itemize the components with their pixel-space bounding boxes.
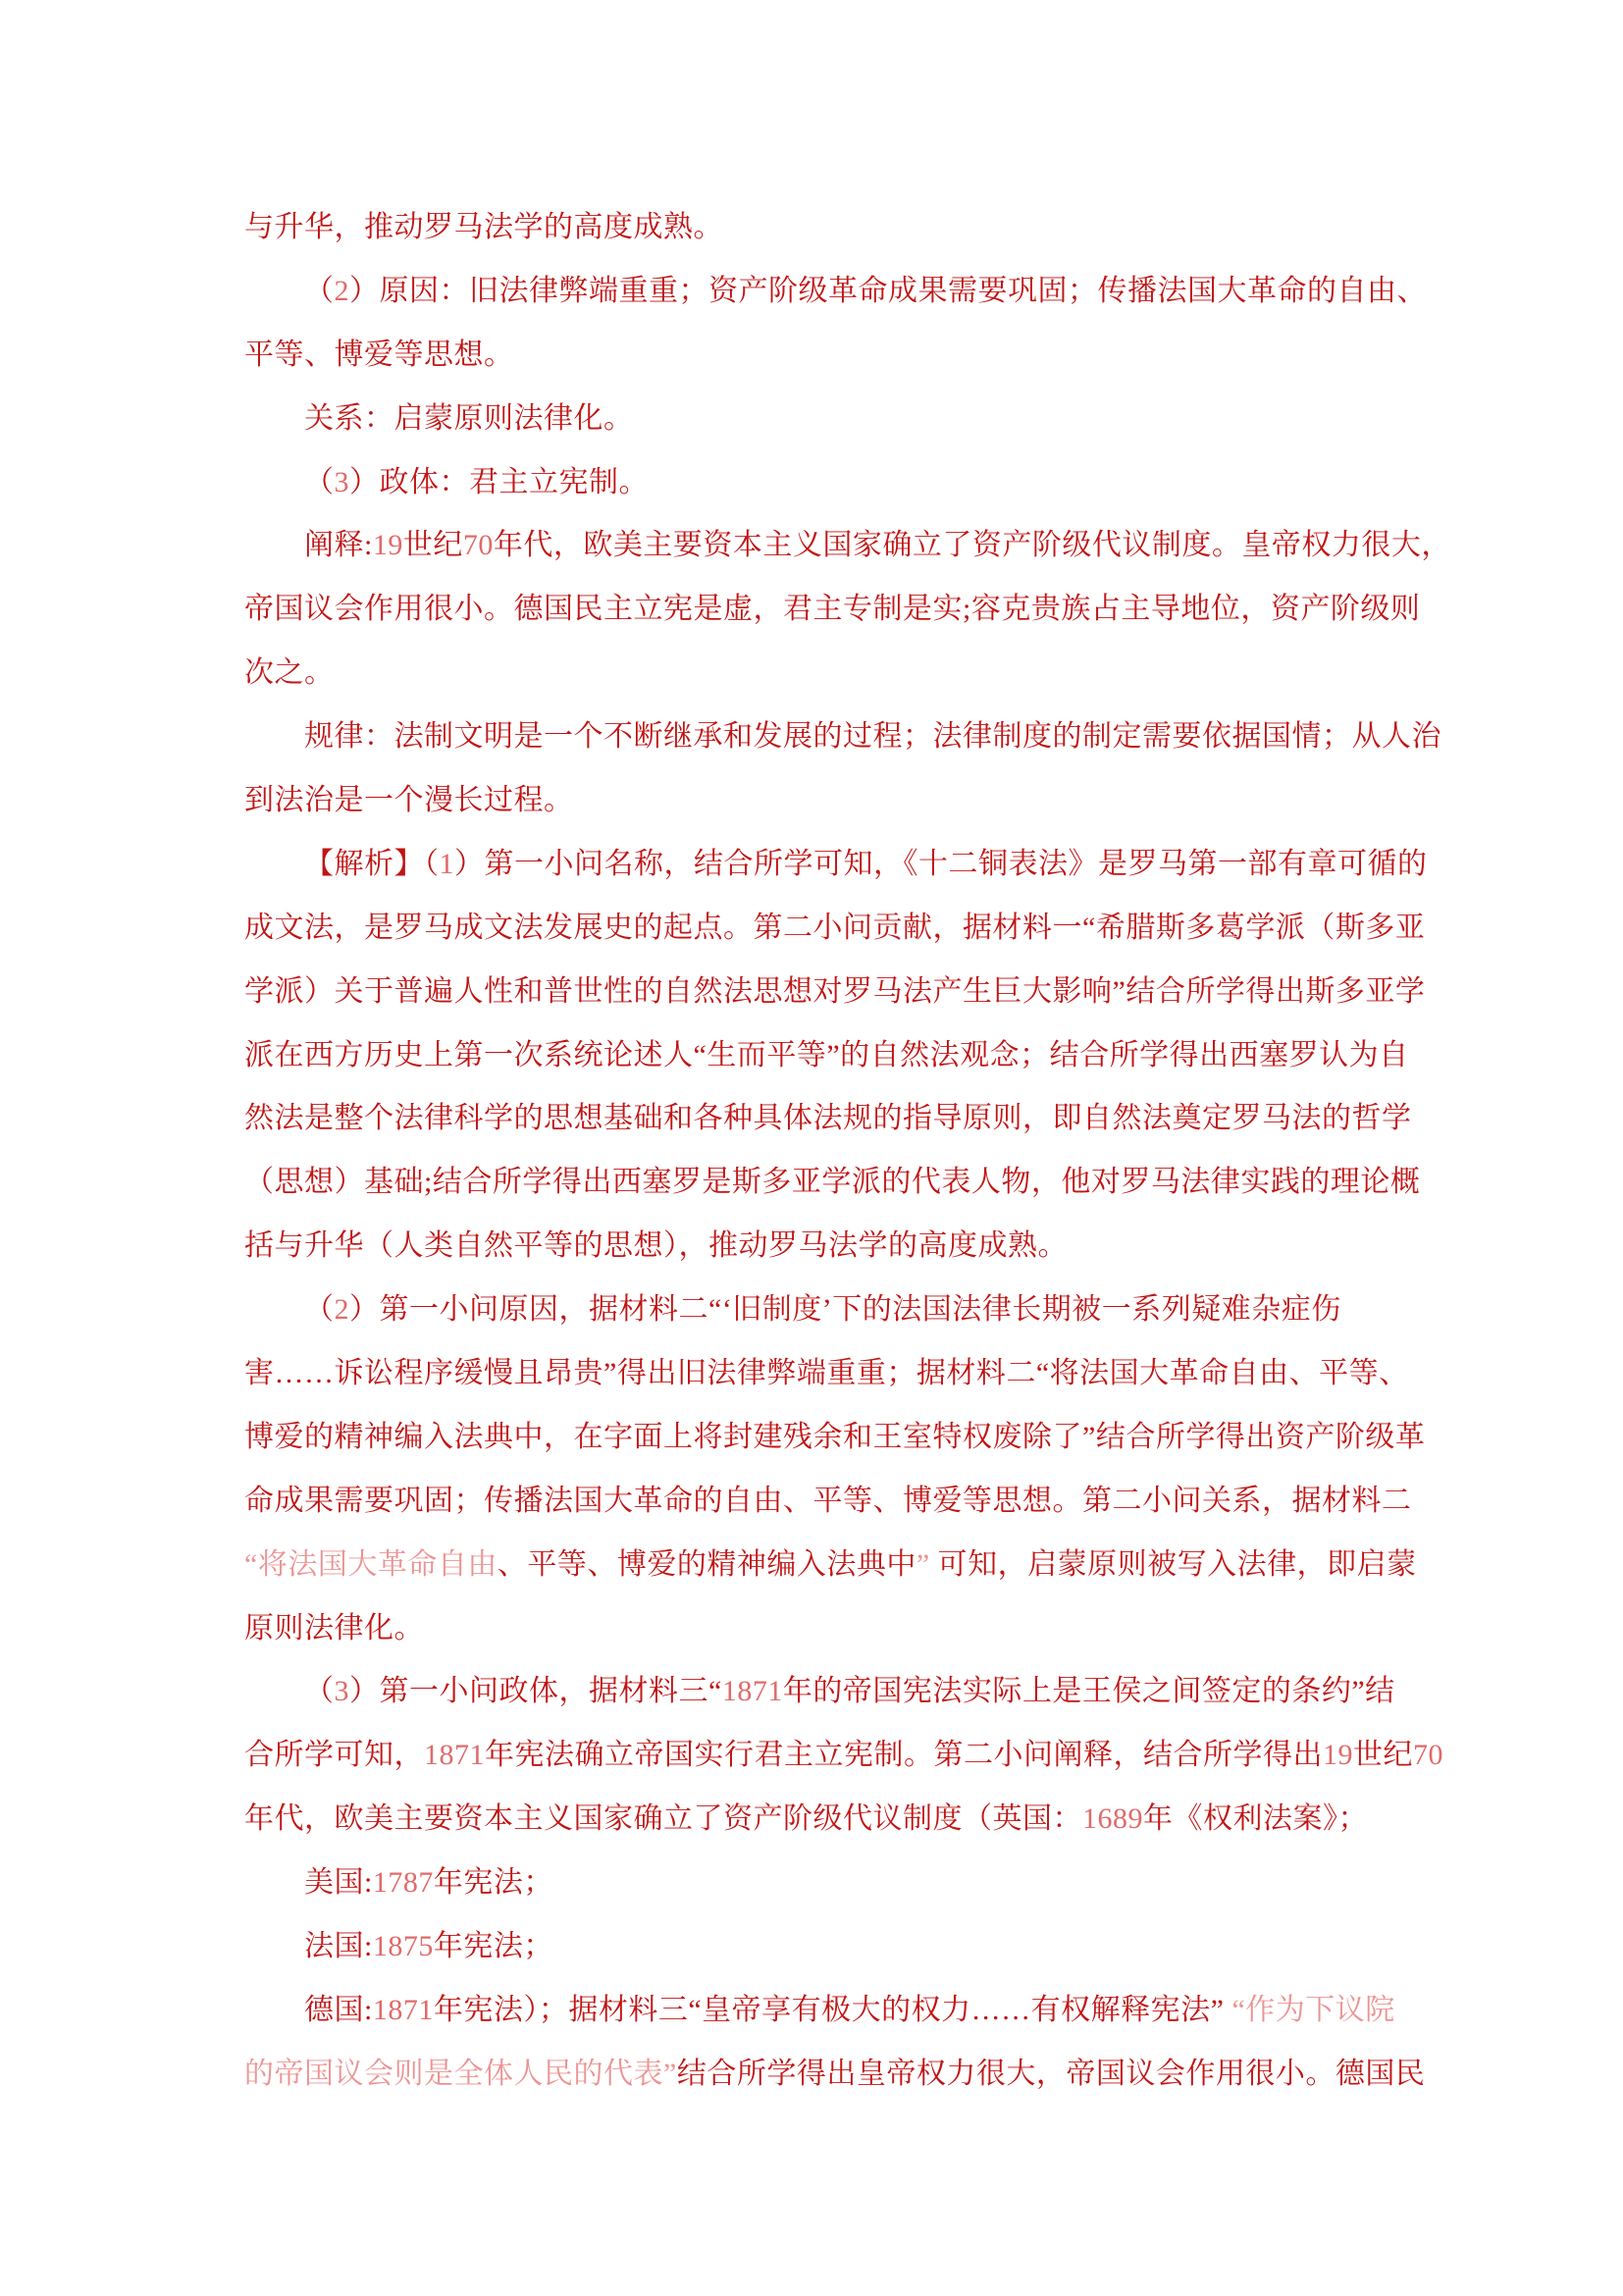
text-segment: 关系：启蒙原则法律化。 bbox=[304, 401, 634, 435]
text-segment: 德国:1871年宪法）；据材料三“皇帝享有极大的权力……有权解释宪法” bbox=[304, 1993, 1232, 2026]
text-line bbox=[244, 1660, 1437, 1724]
text-segment: 害……诉讼程序缓慢且昂贵”得出旧法律弊端重重；据材料二“将法国大革命自由、平等、 bbox=[244, 1357, 1409, 1390]
text-line bbox=[244, 2043, 1437, 2107]
highlighted-quote-segment: “将法国大革命自由 bbox=[244, 1547, 497, 1581]
numeral: 1871 bbox=[721, 1675, 783, 1708]
text-segment: 合所学可知，1871年宪法确立帝国实行君主立宪制。第二小问阐释，结合所学得出19世纪70 bbox=[244, 1739, 1443, 1772]
text-line bbox=[244, 705, 1441, 769]
highlighted-quote-segment: ” bbox=[916, 1547, 930, 1581]
text-segment: 、平等、博爱的精神编入法典中 bbox=[497, 1547, 916, 1581]
text-segment: 然法是整个法律科学的思想基础和各种具体法规的指导原则，即自然法奠定罗马法的哲学 bbox=[244, 1102, 1412, 1135]
text-line bbox=[244, 1406, 1437, 1470]
text-line bbox=[244, 578, 1437, 642]
text-segment: （2）第一小问原因，据材料二“‘旧制度’下的法国法律长期被一系列疑难杂症伤 bbox=[304, 1293, 1341, 1327]
text-segment: 到法治是一个漫长过程。 bbox=[244, 784, 574, 817]
text-segment: （3）政体：君主立宪制。 bbox=[304, 465, 649, 498]
text-segment: 原则法律化。 bbox=[244, 1611, 424, 1644]
text-line bbox=[244, 1534, 1437, 1597]
highlighted-quote-segment: 的帝国议会则是全体人民的代表” bbox=[244, 2057, 677, 2090]
text-line bbox=[244, 514, 1451, 578]
text-segment: 【解析】（1）第一小问名称，结合所学可知，《十二铜表法》是罗马第一部有章可循的 bbox=[304, 847, 1428, 880]
text-segment: 帝国议会作用很小。德国民主立宪是虚，君主专制是实;容克贵族占主导地位，资产阶级则 bbox=[244, 593, 1421, 626]
text-segment: 博爱的精神编入法典中，在字面上将封建残余和王室特权废除了”结合所学得出资产阶级革 bbox=[244, 1420, 1426, 1453]
text-line bbox=[244, 1915, 1437, 1979]
document-text bbox=[244, 196, 1451, 2107]
numeral: 70 bbox=[462, 529, 494, 562]
numeral: 2 bbox=[334, 274, 349, 307]
numeral: 1689 bbox=[1082, 1802, 1143, 1836]
text-line bbox=[244, 1470, 1437, 1534]
text-line bbox=[244, 1215, 1437, 1278]
text-line bbox=[244, 1087, 1437, 1151]
numeral: 3 bbox=[334, 1675, 349, 1708]
text-line bbox=[244, 388, 1437, 451]
text-segment: 派在西方历史上第一次系统论述人“生而平等”的自然法观念；结合所学得出西塞罗认为自 bbox=[244, 1038, 1409, 1071]
text-segment: 与升华，推动罗马法学的高度成熟。 bbox=[244, 211, 723, 243]
text-line bbox=[244, 1278, 1437, 1342]
numeral: 1871 bbox=[424, 1739, 485, 1772]
text-segment: 年代，欧美主要资本主义国家确立了资产阶级代议制度（英国：1689年《权利法案》； bbox=[244, 1802, 1368, 1836]
text-line bbox=[244, 1788, 1437, 1852]
text-line bbox=[244, 897, 1437, 961]
text-segment: 次之。 bbox=[244, 656, 335, 690]
text-segment: （2）原因：旧法律弊端重重；资产阶级革命成果需要巩固；传播法国大革命的自由、 bbox=[304, 274, 1427, 307]
text-segment: 结合所学得出皇帝权力很大，帝国议会作用很小。德国民 bbox=[676, 2057, 1426, 2090]
numeral: 70 bbox=[1413, 1739, 1443, 1772]
text-line bbox=[244, 642, 1437, 705]
numeral: 2 bbox=[334, 1293, 349, 1327]
text-line bbox=[244, 260, 1437, 324]
text-line bbox=[244, 1852, 1437, 1915]
numeral: 1871 bbox=[372, 1993, 434, 2026]
text-line bbox=[244, 833, 1437, 897]
text-segment: 学派）关于普遍人性和普世性的自然法思想对罗马法产生巨大影响”结合所学得出斯多亚学 bbox=[244, 974, 1426, 1008]
text-segment: 阐释:19世纪70年代，欧美主要资本主义国家确立了资产阶级代议制度。皇帝权力很大， bbox=[304, 529, 1451, 562]
text-segment: 括与升华（人类自然平等的思想），推动罗马法学的高度成熟。 bbox=[244, 1229, 1068, 1263]
text-line bbox=[244, 451, 1437, 515]
text-line bbox=[244, 324, 1437, 388]
numeral: 1787 bbox=[372, 1866, 434, 1900]
text-segment: 成文法，是罗马成文法发展史的起点。第二小问贡献，据材料一“希腊斯多葛学派（斯多亚 bbox=[244, 911, 1426, 944]
numeral: 19 bbox=[1323, 1739, 1353, 1772]
text-segment: 美国:1787年宪法； bbox=[304, 1866, 553, 1900]
text-segment: 平等、博爱等思想。 bbox=[244, 338, 514, 371]
numeral: 3 bbox=[334, 465, 349, 498]
text-line bbox=[244, 1597, 1437, 1661]
text-line bbox=[244, 1151, 1437, 1215]
numeral: 1 bbox=[439, 847, 454, 880]
text-line bbox=[244, 1024, 1437, 1088]
text-line bbox=[244, 769, 1437, 833]
highlighted-quote-segment: “作为下议院 bbox=[1231, 1993, 1395, 2026]
numeral: 1875 bbox=[372, 1930, 434, 1963]
text-line bbox=[244, 196, 1437, 260]
text-line bbox=[244, 1342, 1437, 1406]
text-segment: 可知，启蒙原则被写入法律，即启蒙 bbox=[929, 1547, 1417, 1581]
text-segment: （3）第一小问政体，据材料三“1871年的帝国宪法实际上是王侯之间签定的条约”结 bbox=[304, 1675, 1395, 1708]
text-line bbox=[244, 961, 1437, 1024]
text-line bbox=[244, 1979, 1437, 2043]
text-segment: 规律：法制文明是一个不断继承和发展的过程；法律制度的制定需要依据国情；从人治 bbox=[304, 720, 1441, 754]
text-line bbox=[244, 1724, 1443, 1788]
numeral: 19 bbox=[372, 529, 403, 562]
text-segment: （思想）基础;结合所学得出西塞罗是斯多亚学派的代表人物，他对罗马法律实践的理论概 bbox=[244, 1166, 1421, 1199]
text-segment: 命成果需要巩固；传播法国大革命的自由、平等、博爱等思想。第二小问关系，据材料二 bbox=[244, 1484, 1412, 1517]
text-segment: 法国:1875年宪法； bbox=[304, 1930, 553, 1963]
